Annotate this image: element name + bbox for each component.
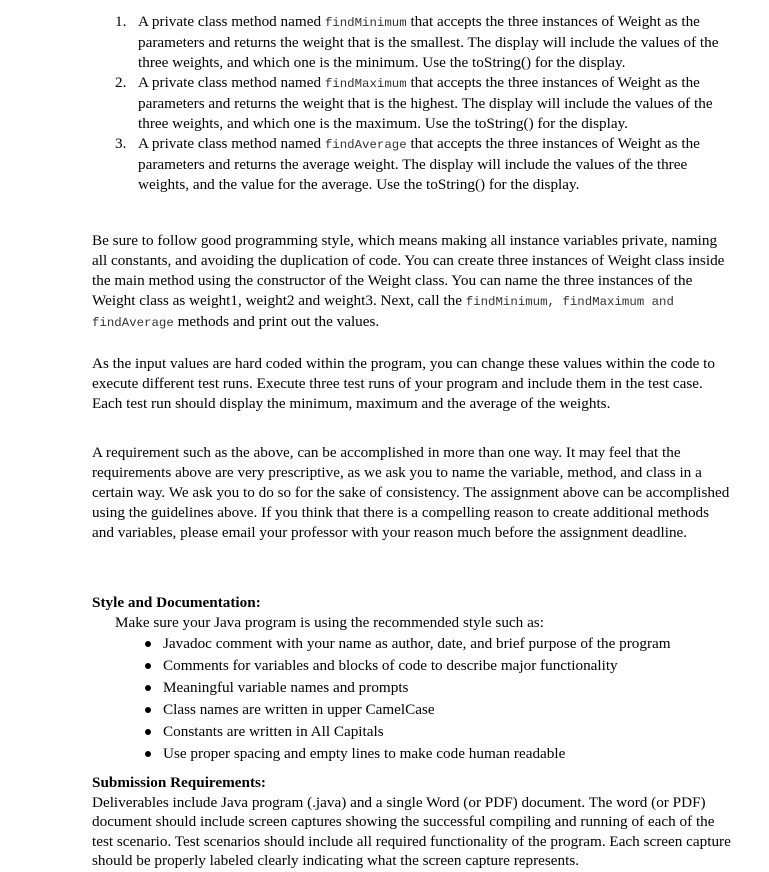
section-intro: Make sure your Java program is using the recommended style such as: bbox=[115, 614, 544, 631]
list-text: that accepts the three instances of Weight as the parameters and returns the weight that is the highest. The display will include the values of the three weights, and which one is the maximum. Use the toString() for the display. bbox=[138, 74, 713, 132]
bullet-text: Constants are written in All Capitals bbox=[163, 723, 384, 740]
bullet-text: Javadoc comment with your name as author, date, and brief purpose of the program bbox=[163, 635, 671, 652]
list-item bbox=[92, 699, 732, 721]
list-text: A private class method named bbox=[138, 13, 325, 30]
bullet-text: Use proper spacing and empty lines to make code human readable bbox=[163, 745, 566, 762]
test-runs-paragraph: As the input values are hard coded within the program, you can change these values within the code to execute different test runs. Execute three test runs of your program and include them in the test case. Each test run should display the minimum, maximum and the average of the weights. bbox=[92, 355, 715, 412]
list-item bbox=[92, 655, 732, 677]
section-heading: Style and Documentation: bbox=[92, 594, 261, 611]
bullet-text: Comments for variables and blocks of code to describe major functionality bbox=[163, 657, 618, 674]
method-name-code: findMaximum bbox=[324, 77, 407, 91]
list-item bbox=[92, 73, 732, 134]
requirement-paragraph: A requirement such as the above, can be accomplished in more than one way. It may feel that the requirements above are very prescriptive, as we ask you to name the variable, method, and class in a certain way. We ask you to do so for the sake of consistency. The assignment above can be accomplished using the guidelines above. If you think that there is a compelling reason to create additional methods and variables, please email your professor with your reason much before the assignment deadline. bbox=[92, 444, 730, 541]
list-text: A private class method named bbox=[138, 74, 325, 91]
style-paragraph bbox=[92, 231, 732, 333]
style-bullet-list bbox=[92, 633, 732, 765]
method-name-code: findMinimum bbox=[324, 16, 407, 30]
method-name-code: findAverage bbox=[324, 138, 407, 152]
list-text: A private class method named bbox=[138, 135, 325, 152]
bullet-text: Meaningful variable names and prompts bbox=[163, 679, 409, 696]
bullet-icon bbox=[145, 641, 151, 647]
bullet-icon bbox=[145, 685, 151, 691]
list-item bbox=[92, 743, 732, 765]
list-item bbox=[92, 12, 732, 73]
paragraph-text: Be sure to follow good programming style, which means making all instance variables private, naming all constants, and avoiding the duplication of code. You can create three instances of Weight class inside the main method using the constructor of the Weight class. You can name the three instances of the Weight class as weight1, weight2 and weight3. Next, call the bbox=[92, 232, 725, 309]
bullet-icon bbox=[145, 707, 151, 713]
section-heading: Submission Requirements: bbox=[92, 774, 266, 791]
bullet-text: Class names are written in upper CamelCase bbox=[163, 701, 435, 718]
list-number: 2. bbox=[115, 74, 127, 91]
method-names-code: findMinimum, findMaximum and findAverage bbox=[92, 295, 674, 330]
submission-text: Deliverables include Java program (.java) and a single Word (or PDF) document. The word (or PDF) document should include screen captures showing the successful compiling and running of each of the test scenario. Test scenarios should include all required functionality of the program. Each screen capture should be properly labeled clearly indicating what the screen capture represents. bbox=[92, 793, 731, 869]
list-number: 1. bbox=[115, 13, 127, 30]
bullet-icon bbox=[145, 663, 151, 669]
paragraph-text: methods and print out the values. bbox=[173, 313, 380, 330]
list-number: 3. bbox=[115, 135, 127, 152]
list-item bbox=[92, 721, 732, 743]
bullet-icon bbox=[145, 729, 151, 735]
list-text: that accepts the three instances of Weight as the parameters and returns the average weight. The display will include the values of the three weights, and the value for the average. Use the toString() for the display. bbox=[138, 135, 700, 193]
submission-section bbox=[92, 773, 732, 871]
method-list bbox=[92, 12, 732, 195]
list-item bbox=[92, 134, 732, 195]
bullet-icon bbox=[145, 751, 151, 757]
style-documentation-section bbox=[92, 593, 732, 765]
list-item bbox=[92, 633, 732, 655]
list-item bbox=[92, 677, 732, 699]
list-text: that accepts the three instances of Weight as the parameters and returns the weight that is the smallest. The display will include the values of the three weights, and which one is the minimum. Use the toString() for the display. bbox=[138, 13, 719, 71]
